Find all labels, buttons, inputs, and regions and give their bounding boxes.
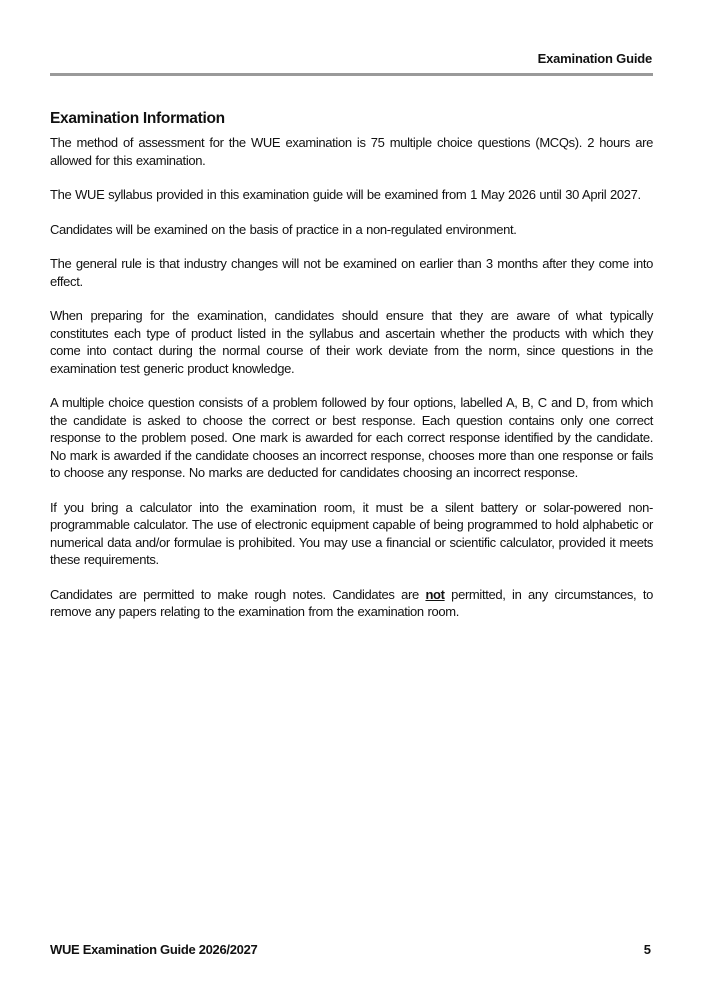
paragraph-preparation: When preparing for the examination, candidates should ensure that they are aware of what typically constitutes each type of product listed in the syllabus and ascertain whether the products with which they come into contact during the normal course of their work deviate from the norm, since questions in the examination test generic product knowledge. [50,308,653,376]
paragraph-assessment-method: The method of assessment for the WUE examination is 75 multiple choice questions (MCQs). 2 hours are allowed for this examination. [50,135,653,168]
paragraph-environment: Candidates will be examined on the basis of practice in a non-regulated environment. [50,221,517,237]
footer-page-number: 5 [643,942,651,957]
paragraph-mcq-format: A multiple choice question consists of a problem followed by four options, labelled A, B, C and D, from which the candidate is asked to choose the correct or best response. Each question contains only one correct response to the problem posed. One mark is awarded for each correct response identified by the candidate. No mark is awarded if the candidate chooses an incorrect response, chooses more than one response or fails to choose any response. No marks are deducted for candidates choosing an incorrect response. [50,395,653,480]
paragraph-calculator: If you bring a calculator into the examination room, it must be a silent battery or solar-powered non-programmable calculator. The use of electronic equipment capable of being programmed to hold alphabetic or numerical data and/or formulae is prohibited. You may use a financial or scientific calculator, provided it meets these requirements. [50,499,653,567]
paragraph-syllabus-dates: The WUE syllabus provided in this examination guide will be examined from 1 May 2026 until 30 April 2027. [50,187,641,202]
footer-document-title: WUE Examination Guide 2026/2027 [50,942,258,957]
rough-notes-text-before: Candidates are permitted to make rough notes. Candidates are [50,586,426,602]
main-content [50,110,653,638]
emphasis-not: not [425,586,445,602]
paragraph-rough-notes [50,586,653,621]
paragraph-industry-changes: The general rule is that industry changes will not be examined on earlier than 3 months after they come into effect. [50,256,653,289]
header-divider [50,73,653,76]
rough-notes-text-after: permitted, in any circumstances, to remove any papers relating to the examination from the examination room. [50,586,653,619]
section-title: Examination Information [50,110,225,127]
header-title: Examination Guide [537,51,652,66]
